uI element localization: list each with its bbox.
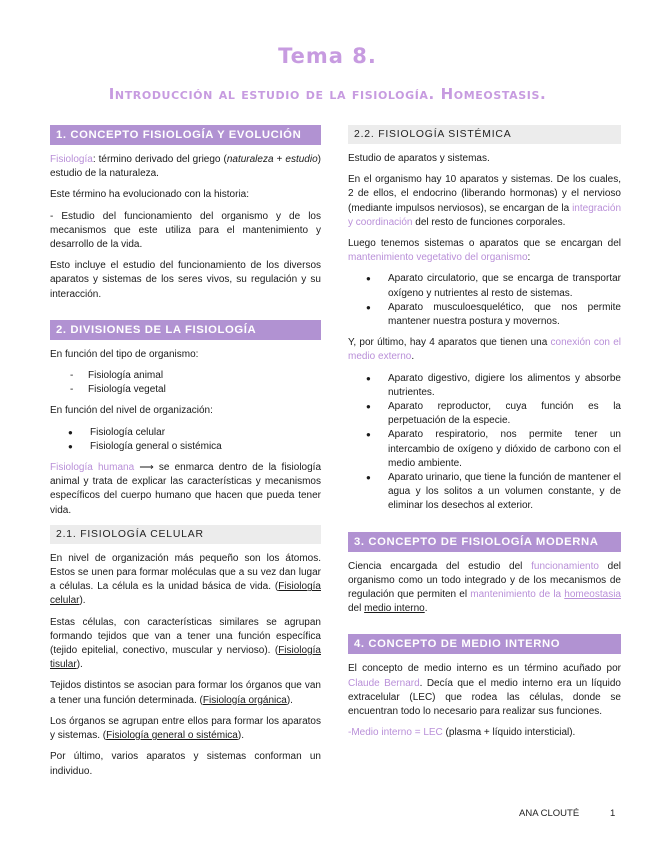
list-item: - Fisiología vegetal: [70, 384, 166, 396]
s2-paragraph-1: En función del tipo de organismo:: [50, 348, 199, 360]
s1-paragraph-4: Esto incluye el estudio del funcionamiento de los diversos aparatos y sistemas de los seres vivos, su regulación y su interacción.: [50, 260, 321, 300]
external-systems-list: [348, 372, 621, 514]
left-column: [50, 125, 321, 786]
section-heading-4: 4. CONCEPTO DE MEDIO INTERNO: [348, 634, 621, 654]
right-column: [348, 125, 621, 748]
list-item: ● Aparato digestivo, digiere los alimentos y absorbe nutrientes.: [366, 372, 621, 398]
section-heading-2: 2. DIVISIONES DE LA FISIOLOGÍA: [50, 320, 321, 340]
list-item: ● Fisiología general o sistémica: [68, 440, 222, 452]
s22-paragraph-4: Y, por último, hay 4 aparatos que tienen una conexión con el medio externo.: [348, 337, 621, 363]
page-subtitle: Introducción al estudio de la fisiología. Homeostasis.: [108, 85, 547, 103]
s1-paragraph-2: Este término ha evolucionado con la historia:: [50, 189, 250, 201]
subsection-heading-2-1: 2.1. FISIOLOGÍA CELULAR: [50, 525, 321, 544]
organization-level-list: [50, 426, 321, 454]
s22-paragraph-3: Luego tenemos sistemas o aparatos que se encargan del mantenimiento vegetativo del organismo:: [348, 238, 621, 264]
list-item: ● Aparato urinario, que tiene la función de mantener el agua y los solitos a un volumen constante, y de eliminar los desechos al exterior.: [366, 472, 621, 512]
footer-author: ANA CLOUTÉ: [519, 808, 580, 819]
s2-paragraph-3: Fisiología humana ⟶ se enmarca dentro de la fisiología animal y trata de explicar las características y mecanismos específicos del cuerpo humano que hacen que pueda tener vida.: [50, 462, 322, 516]
s4-paragraph-1: El concepto de medio interno es un término acuñado por Claude Bernard. Decía que el medio interno era un líquido extracelular (LEC) que rodea las células, donde se encuentran todo lo necesario para realizar sus funciones.: [348, 663, 621, 718]
list-item: ● Aparato reproductor, cuya función es la perpetuación de la especie.: [366, 401, 621, 427]
subsection-heading-2-2: 2.2. FISIOLOGÍA SISTÉMICA: [348, 125, 621, 144]
s2-paragraph-2: En función del nivel de organización:: [50, 405, 213, 417]
s21-paragraph-4: Los órganos se agrupan entre ellos para formar los aparatos y sistemas. (Fisiología general o sistémica).: [50, 715, 321, 742]
list-item: ● Fisiología celular: [68, 426, 166, 438]
s22-paragraph-2: En el organismo hay 10 aparatos y sistemas. De los cuales, 2 de ellos, el endocrino (liberando hormonas) y el nervioso (mediante impulsos nerviosos), se encargan de la integración y coordinación del resto de funciones corporales.: [348, 174, 621, 228]
s22-paragraph-1: Estudio de aparatos y sistemas.: [348, 153, 490, 164]
organism-type-list: [50, 369, 321, 397]
s4-paragraph-2: -Medio interno = LEC (plasma + líquido intersticial).: [348, 727, 576, 739]
footer-page-number: 1: [610, 808, 616, 819]
s21-paragraph-2: Estas células, con características similares se agrupan formando tejidos que van a tener una función específica (tejido epitelial, conectivo, muscular y nervioso). (Fisiología tisular).: [50, 616, 321, 671]
section-heading-1: 1. CONCEPTO FISIOLOGÍA Y EVOLUCIÓN: [50, 125, 321, 145]
s1-paragraph-1: Fisiología: término derivado del griego (naturaleza + estudio) estudio de la naturaleza.: [50, 154, 321, 180]
list-item: ● Aparato circulatorio, que se encarga de transportar oxígeno y nutrientes al resto de sistemas.: [366, 273, 621, 299]
list-item: ● Aparato respiratorio, nos permite tener un intercambio de oxígeno y dióxido de carbono con el medio ambiente.: [366, 429, 621, 469]
vegetative-systems-list: [348, 272, 621, 329]
list-item: - Fisiología animal: [70, 370, 164, 382]
page-title: Tema 8.: [278, 44, 377, 68]
s1-paragraph-3: - Estudio del funcionamiento del organismo y de los mecanismos que este utiliza para el mantenimiento y desarrollo de la vida.: [50, 210, 321, 251]
s21-paragraph-1: En nivel de organización más pequeño son los átomos. Estos se unen para formar moléculas que a su vez dan lugar a células. La célula es la unidad básica de vida. (Fisiología celular).: [50, 552, 321, 607]
s21-paragraph-3: Tejidos distintos se asocian para formar los órganos que van a tener una función determinada. (Fisiología orgánica).: [50, 680, 321, 706]
section-heading-3: 3. CONCEPTO DE FISIOLOGÍA MODERNA: [348, 532, 621, 552]
s3-paragraph-1: Ciencia encargada del estudio del funcionamiento del organismo como un todo integrado y de los mecanismos de regulación que permiten el mantenimiento de la homeostasia del medio interno.: [348, 560, 622, 615]
s21-paragraph-5: Por último, varios aparatos y sistemas conforman un individuo.: [50, 751, 321, 777]
list-item: ● Aparato musculoesquelético, que nos permite mantener nuestra postura y movernos.: [366, 301, 621, 328]
